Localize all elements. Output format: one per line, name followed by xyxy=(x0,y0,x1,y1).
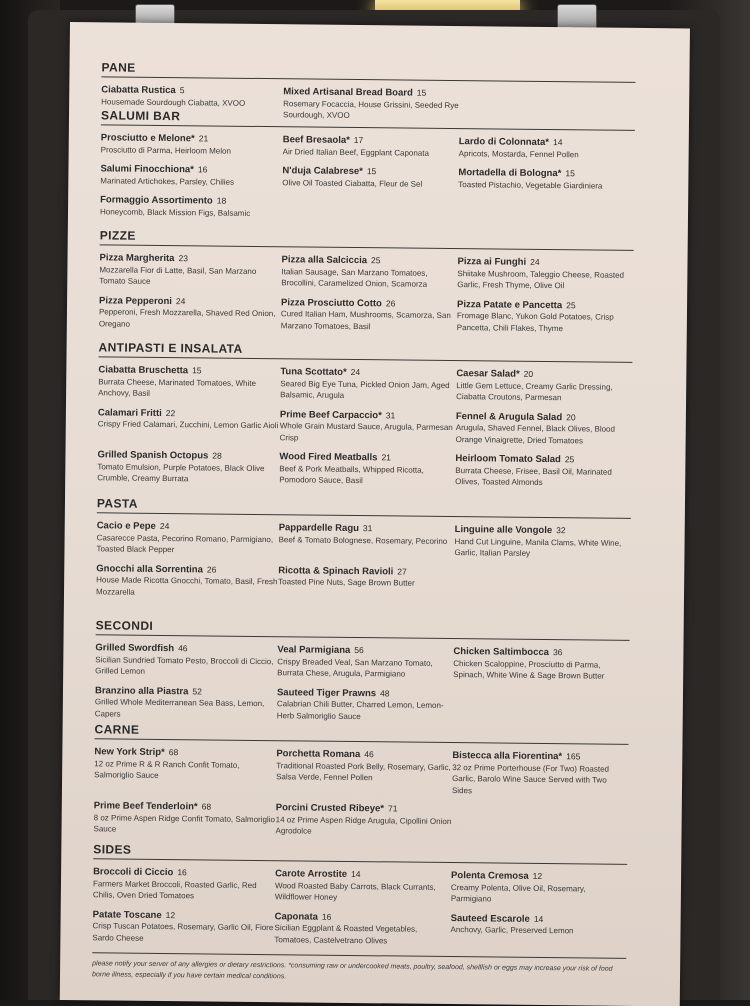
item-price: 46 xyxy=(178,643,188,654)
item-description: Sicilian Eggplant & Roasted Vegetables, Tomatoes, Castelvetrano Olives xyxy=(274,923,418,945)
item-description: Crispy Breaded Veal, San Marzano Tomato, Burrata Chese, Arugula, Parmigiano xyxy=(277,656,433,679)
item-price: 12 xyxy=(532,870,543,881)
item-price: 17 xyxy=(353,134,364,146)
item-description: Sicilian Sundried Tomato Pesto, Broccoli di Ciccio, Grilled Lemon xyxy=(95,654,274,676)
item-description: Calabrian Chili Butter, Charred Lemon, Lemon-Herb Salmoriglio Sauce xyxy=(276,699,444,721)
item-description: 32 oz Prime Porterhouse (For Two) Roasted Garlic, Barolo Wine Sauce Served with Two Sides xyxy=(451,762,610,795)
menu-item xyxy=(96,561,278,599)
item-description: Seared Big Eye Tuna, Pickled Onion Jam, Aged Balsamic, Arugula xyxy=(280,378,450,400)
item-name: Pizza Margherita xyxy=(99,252,175,265)
item-price: 15 xyxy=(565,168,575,179)
item-name: Branzino alla Piastra xyxy=(94,684,189,697)
item-price: 32 xyxy=(556,525,566,536)
item-name: Heirloom Tomato Salad xyxy=(455,453,561,466)
menu-section xyxy=(93,722,628,840)
section-title: SIDES xyxy=(93,842,627,865)
item-description: Casarecce Pasta, Pecorino Romano, Parmigiano, Toasted Black Pepper xyxy=(96,532,274,555)
menu-item xyxy=(98,362,280,400)
menu-section xyxy=(97,340,632,489)
menu-item xyxy=(457,254,633,292)
item-name: Prime Beef Tenderloin* xyxy=(93,800,198,813)
item-name: Ciabatta Rustica xyxy=(101,84,176,97)
item-name: Pizza Patate e Pancetta xyxy=(457,298,563,311)
item-name: Polenta Cremosa xyxy=(451,870,529,882)
item-price: 25 xyxy=(564,454,575,465)
item-description: Tomato Emulsion, Purple Potatoes, Black Olive Crumble, Creamy Burrata xyxy=(97,461,265,484)
item-price: 16 xyxy=(197,164,208,175)
item-name: Broccoli di Ciccio xyxy=(93,866,174,879)
section-items xyxy=(99,250,634,335)
item-description: Shiitake Mushroom, Taleggio Cheese, Roasted Garlic, Fresh Thyme, Olive Oil xyxy=(457,268,625,291)
item-name: Veal Parmigiana xyxy=(277,644,351,656)
menu-section xyxy=(95,618,630,725)
section-items xyxy=(96,518,631,603)
item-price: 31 xyxy=(362,523,373,534)
item-name: Caesar Salad* xyxy=(456,368,520,380)
item-description: Prosciutto di Parma, Heirloom Melon xyxy=(100,144,231,156)
menu-item xyxy=(282,163,458,190)
item-price: 21 xyxy=(381,452,391,463)
item-name: Prosciutto e Melone* xyxy=(100,132,195,145)
section-title: ANTIPASTI E INSALATA xyxy=(98,340,632,363)
item-description: Crisp Tuscan Potatoes, Rosemary, Garlic Oil, Fiore Sardo Cheese xyxy=(92,921,274,943)
menu-item xyxy=(274,909,450,947)
item-description: Grilled Whole Mediterranean Sea Bass, Lemon, Capers xyxy=(94,697,265,719)
item-description: Creamy Polenta, Olive Oil, Rosemary, Parmigiano xyxy=(450,882,586,904)
item-price: 24 xyxy=(350,366,361,378)
item-name: Gnocchi alla Sorrentina xyxy=(96,562,203,575)
menu-item xyxy=(451,868,627,906)
item-name: Calamari Fritti xyxy=(97,406,162,419)
item-name: Carote Arrostite xyxy=(275,868,348,880)
menu-item xyxy=(277,685,453,723)
menu-item xyxy=(95,640,277,678)
item-name: Fennel & Arugula Salad xyxy=(455,410,563,423)
menu-section xyxy=(100,108,635,223)
menu-item xyxy=(100,192,282,219)
menu-item xyxy=(94,744,276,794)
menu-item xyxy=(93,798,275,836)
item-description: Chicken Scaloppine, Prosciutto di Parma, Spinach, White Wine & Sage Brown Butter xyxy=(453,658,605,681)
item-description: Whole Grain Mustard Sauce, Arugula, Parmesan Crisp xyxy=(279,421,453,442)
item-description: Housemade Sourdough Ciabatta, XVOO xyxy=(101,96,246,108)
menu-item xyxy=(99,293,281,331)
item-description: Wood Roasted Baby Carrots, Black Currants, Wildflower Honey xyxy=(274,880,436,902)
menu-item xyxy=(98,405,280,443)
item-name: Formaggio Assortimento xyxy=(100,194,213,207)
menu-section xyxy=(99,228,634,335)
item-price: 27 xyxy=(397,565,407,577)
item-price: 25 xyxy=(371,255,381,266)
item-price: 165 xyxy=(566,751,581,762)
menu-item xyxy=(452,748,628,798)
item-description: Pepperoni, Fresh Mozzarella, Shaved Red Onion, Oregano xyxy=(98,307,276,329)
item-description: Mozzarella Fior di Latte, Basil, San Marzano Tomato Sauce xyxy=(99,264,257,286)
menu-item xyxy=(276,746,452,796)
section-items xyxy=(92,864,627,949)
item-description: 14 oz Prime Aspen Ridge Arugula, Cipollini Onion Agrodolce xyxy=(275,814,452,836)
menu-item xyxy=(281,252,457,290)
item-price: 15 xyxy=(192,365,202,376)
item-price: 24 xyxy=(159,520,170,532)
menu-item xyxy=(92,907,274,945)
item-price: 71 xyxy=(387,803,398,814)
item-description: Toasted Pistachio, Vegetable Giardiniera xyxy=(458,179,603,191)
menu-item xyxy=(95,683,277,721)
item-price: 24 xyxy=(530,256,540,267)
item-name: Grilled Swordfish xyxy=(95,642,175,655)
section-title: PANE xyxy=(101,60,635,83)
allergy-notice: please notify your server of any allergies or dietary restrictions. *consuming raw or undercooked meats, poultry, seafood, shellfish or eggs may increase your risk of food borne illness, especially if you have certain medical conditions. xyxy=(92,952,626,986)
item-name: Prime Beef Carpaccio* xyxy=(279,408,382,421)
menu-item xyxy=(456,366,632,404)
item-name: Pizza ai Funghi xyxy=(457,256,527,268)
item-price: 68 xyxy=(201,801,212,812)
item-description: Toasted Pine Nuts, Sage Brown Butter xyxy=(278,577,415,588)
section-items xyxy=(100,130,635,223)
item-name: Chicken Saltimbocca xyxy=(453,646,550,659)
menu-item xyxy=(283,132,459,159)
item-description: Little Gem Lettuce, Creamy Garlic Dressing, Ciabatta Croutons, Parmesan xyxy=(456,380,613,403)
item-name: Patate Toscane xyxy=(92,908,162,921)
menu-item xyxy=(280,364,456,402)
menu-item xyxy=(457,297,633,335)
menu-item xyxy=(275,800,451,838)
item-description: Rosemary Focaccia, House Grissini, Seeded Rye Sourdough, XVOO xyxy=(282,98,459,120)
item-name: Pizza Pepperoni xyxy=(99,294,173,307)
menu-sheet xyxy=(60,22,690,1006)
item-price: 5 xyxy=(179,85,185,96)
item-description: Burrata Cheese, Frisee, Basil Oil, Marinated Olives, Toasted Almonds xyxy=(455,465,612,487)
item-name: Bistecca alla Fiorentina* xyxy=(452,750,563,763)
item-description: Arugula, Shaved Fennel, Black Olives, Blood Orange Vinaigrette, Dried Tomatoes xyxy=(455,423,616,445)
menu-section xyxy=(96,496,631,603)
item-name: Beef Bresaola* xyxy=(282,134,350,146)
menu-item xyxy=(278,520,454,558)
menu-item xyxy=(101,130,283,157)
item-price: 20 xyxy=(523,368,534,379)
section-items xyxy=(95,640,630,725)
item-description: Cured Italian Ham, Mushrooms, Scamorza, San Marzano Tomatoes, Basil xyxy=(280,309,451,331)
item-name: Grilled Spanish Octopus xyxy=(97,449,209,462)
item-price: 36 xyxy=(552,647,563,658)
item-description: Burrata Cheese, Marinated Tomatoes, White Anchovy, Basil xyxy=(98,376,256,398)
item-name: Pappardelle Ragu xyxy=(278,522,360,535)
item-price: 22 xyxy=(165,407,176,418)
menu-item xyxy=(456,409,632,447)
section-title: PASTA xyxy=(97,496,631,519)
item-description: Honeycomb, Black Mission Figs, Balsamic xyxy=(99,206,251,218)
item-name: Lardo di Colonnata* xyxy=(458,136,550,149)
menu-item xyxy=(278,563,454,601)
item-description: Beef & Tomato Bolognese, Rosemary, Pecorino xyxy=(278,534,448,546)
menu-item xyxy=(281,295,457,333)
menu-item xyxy=(277,642,453,680)
menu-item xyxy=(454,522,630,560)
item-price: 26 xyxy=(385,297,396,308)
item-price: 14 xyxy=(351,868,361,880)
item-price: 56 xyxy=(354,645,364,656)
item-name: N'duja Calabrese* xyxy=(282,165,363,178)
item-description: Olive Oil Toasted Ciabatta, Fleur de Sel xyxy=(282,177,423,189)
item-price: 12 xyxy=(165,909,176,920)
item-name: Pizza Prosciutto Cotto xyxy=(281,296,382,309)
item-price: 18 xyxy=(216,195,227,206)
item-name: Caponata xyxy=(274,910,318,923)
menu-section xyxy=(92,842,627,949)
item-description: Apricots, Mostarda, Fennel Pollen xyxy=(458,148,579,159)
menu-item xyxy=(453,644,629,682)
menu-item xyxy=(280,407,456,445)
item-price: 14 xyxy=(552,137,563,148)
section-title: SALUMI BAR xyxy=(101,108,635,131)
item-price: 16 xyxy=(177,867,187,878)
item-description: 8 oz Prime Aspen Ridge Confit Tomato, Salmoriglio Sauce xyxy=(93,812,275,834)
item-price: 46 xyxy=(364,749,374,760)
item-price: 21 xyxy=(198,133,209,144)
item-description: Beef & Pork Meatballs, Whipped Ricotta, Pomodoro Sauce, Basil xyxy=(279,463,424,486)
section-title: CARNE xyxy=(94,722,628,745)
item-price: 16 xyxy=(321,911,332,922)
item-name: New York Strip* xyxy=(94,746,165,759)
menu-item xyxy=(455,451,631,489)
item-description: Hand Cut Linguine, Manila Clams, White Wine, Garlic, Italian Parsley xyxy=(454,536,622,558)
item-name: Cacio e Pepe xyxy=(96,520,156,532)
item-description: Marinated Artichokes, Parsley, Chilies xyxy=(100,175,235,187)
menu-item xyxy=(459,134,635,161)
menu-item xyxy=(93,864,275,902)
item-price: 52 xyxy=(192,685,202,696)
item-name: Porchetta Romana xyxy=(276,748,361,761)
item-price: 20 xyxy=(566,411,576,422)
menu-item xyxy=(100,161,282,188)
section-title: SECONDI xyxy=(96,618,630,641)
item-price: 28 xyxy=(212,450,222,461)
item-price: 24 xyxy=(175,295,186,306)
item-price: 23 xyxy=(178,253,189,264)
item-price: 48 xyxy=(380,687,390,698)
item-description: Crispy Fried Calamari, Zucchini, Lemon Garlic Aioli xyxy=(97,419,279,431)
section-items xyxy=(97,362,632,489)
menu-item xyxy=(99,250,281,288)
section-title: PIZZE xyxy=(100,228,634,251)
item-name: Porcini Crusted Ribeye* xyxy=(275,802,385,815)
item-name: Mortadella di Bologna* xyxy=(458,167,562,180)
item-description: Italian Sausage, San Marzano Tomatoes, Brocollini, Caramelized Onion, Scamorza xyxy=(281,266,428,289)
item-price: 14 xyxy=(533,913,544,924)
item-name: Ricotta & Spinach Ravioli xyxy=(278,564,394,577)
item-description: Farmers Market Broccoli, Roasted Garlic, Red Chilis, Oven Dried Tomatoes xyxy=(92,878,257,901)
item-description: Air Dried Italian Beef, Eggplant Caponata xyxy=(282,146,430,158)
menu-item xyxy=(279,449,455,487)
item-name: Tuna Scottato* xyxy=(280,366,347,378)
item-price: 31 xyxy=(385,409,396,420)
menu-item xyxy=(96,518,278,556)
item-name: Mixed Artisanal Bread Board xyxy=(283,86,413,99)
item-name: Wood Fired Meatballs xyxy=(279,451,378,464)
item-price: 68 xyxy=(168,747,179,758)
menu-item xyxy=(97,447,279,485)
item-price: 15 xyxy=(366,166,377,177)
item-name: Sauteed Tiger Prawns xyxy=(276,686,377,699)
item-description: 12 oz Prime R & R Ranch Confit Tomato, Salmoriglio Sauce xyxy=(94,758,240,780)
item-name: Pizza alla Salciccia xyxy=(281,254,368,267)
item-description: Traditional Roasted Pork Belly, Rosemary, Garlic, Salsa Verde, Fennel Pollen xyxy=(276,760,451,783)
section-items xyxy=(93,744,628,840)
menu-item xyxy=(458,165,634,192)
item-price: 25 xyxy=(566,299,576,310)
item-name: Ciabatta Bruschetta xyxy=(98,364,189,377)
item-name: Salumi Finocchiona* xyxy=(100,163,194,176)
item-description: House Made Ricotta Gnocchi, Tomato, Basil, Fresh Mozzarella xyxy=(95,575,278,597)
item-price: 15 xyxy=(416,87,427,98)
item-description: Anchovy, Garlic, Preserved Lemon xyxy=(450,925,574,936)
menu-item xyxy=(275,866,451,904)
item-name: Sauteed Escarole xyxy=(450,912,530,925)
item-description: Fromage Blanc, Yukon Gold Potatoes, Crisp Pancetta, Chili Flakes, Thyme xyxy=(456,311,614,333)
menu-item xyxy=(450,911,626,949)
item-price: 26 xyxy=(206,563,217,575)
item-name: Linguine alle Vongole xyxy=(454,524,553,537)
